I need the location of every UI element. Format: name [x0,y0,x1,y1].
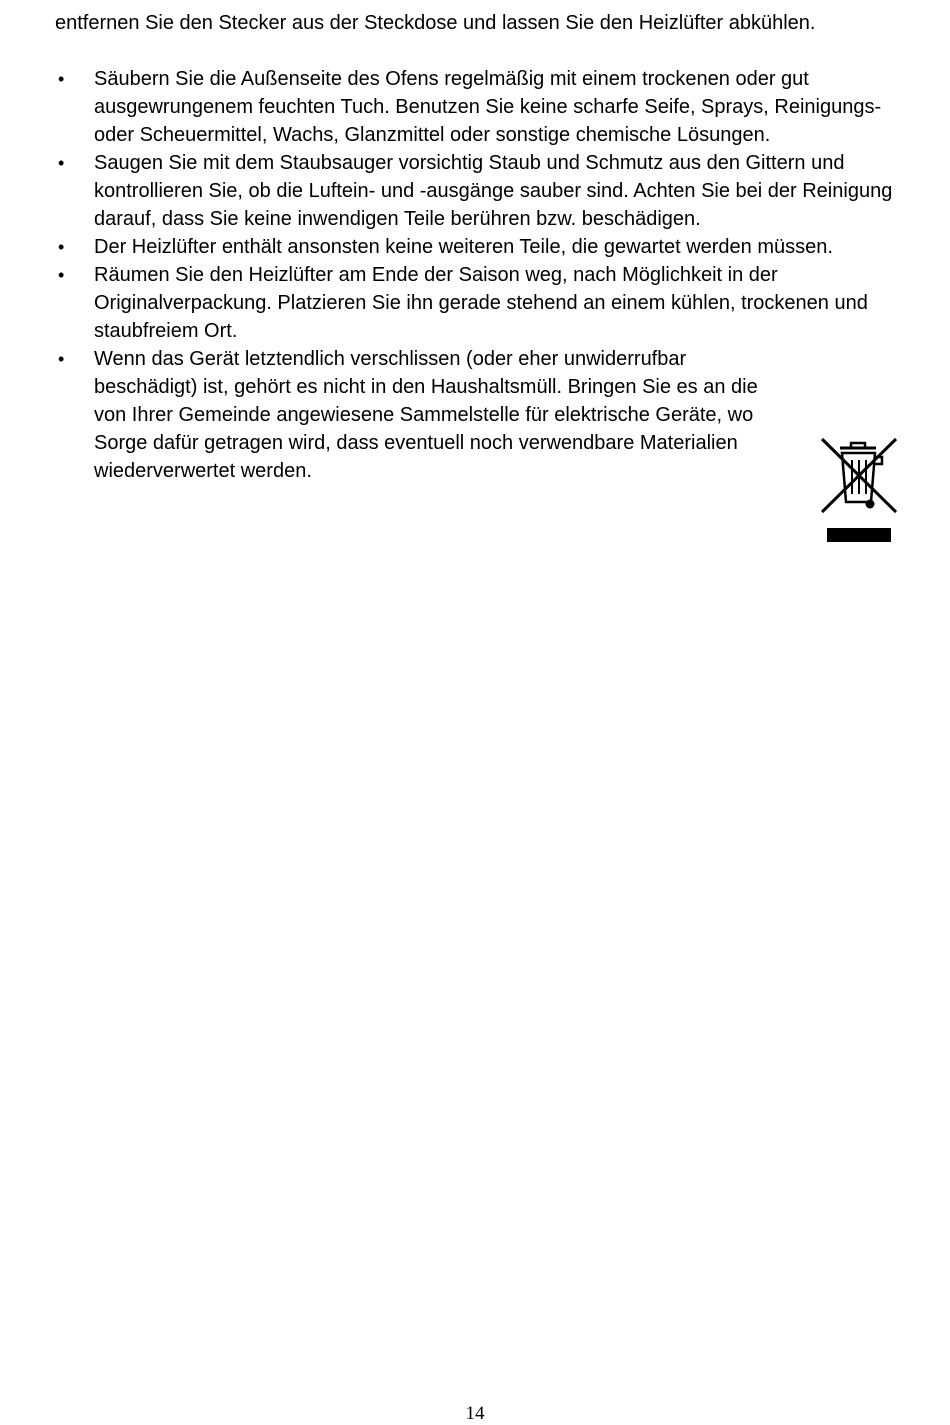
bullet-marker: • [58,349,65,369]
list-item-text: Wenn das Gerät letztendlich verschlissen (oder eher unwiderrufbar beschädigt) ist, gehört es nicht in den Haushaltsmüll. Bringen Sie es an die von Ihrer Gemeinde angewiesene Sammelstelle für elektrische Geräte, wo Sorge dafür getragen wird, dass eventuell noch verwendbare Materialien wiederverwertet werden. [94,348,758,482]
page-number: 14 [465,1403,485,1424]
list-item [0,345,950,485]
bullet-marker: • [58,69,65,89]
list-item [0,261,950,345]
bullet-marker: • [58,237,65,257]
bullet-marker: • [58,153,65,173]
list-item [0,149,950,233]
intro-paragraph: entfernen Sie den Stecker aus der Steckdose und lassen Sie den Heizlüfter abkühlen. [55,12,816,34]
list-item-text: Saugen Sie mit dem Staubsauger vorsichtig Staub und Schmutz aus den Gittern und kontrollieren Sie, ob die Luftein- und -ausgänge sauber sind. Achten Sie bei der Reinigung darauf, dass Sie keine inwendigen Teile berühren bzw. beschädigen. [94,152,893,230]
maintenance-list [0,65,950,485]
list-item-text: Der Heizlüfter enthält ansonsten keine weiteren Teile, die gewartet werden müssen. [94,236,833,258]
crossed-out-wheelie-bin-icon [818,432,900,544]
list-item-text: Räumen Sie den Heizlüfter am Ende der Saison weg, nach Möglichkeit in der Originalverpackung. Platzieren Sie ihn gerade stehend an einem kühlen, trockenen und staubfreiem Ort. [94,264,868,342]
list-item [0,65,950,149]
bullet-marker: • [58,265,65,285]
list-item [0,233,950,261]
list-item-text: Säubern Sie die Außenseite des Ofens regelmäßig mit einem trockenen oder gut ausgewrungenem feuchten Tuch. Benutzen Sie keine scharfe Seife, Sprays, Reinigungs- oder Scheuermittel, Wachs, Glanzmittel oder sonstige chemische Lösungen. [94,68,882,146]
